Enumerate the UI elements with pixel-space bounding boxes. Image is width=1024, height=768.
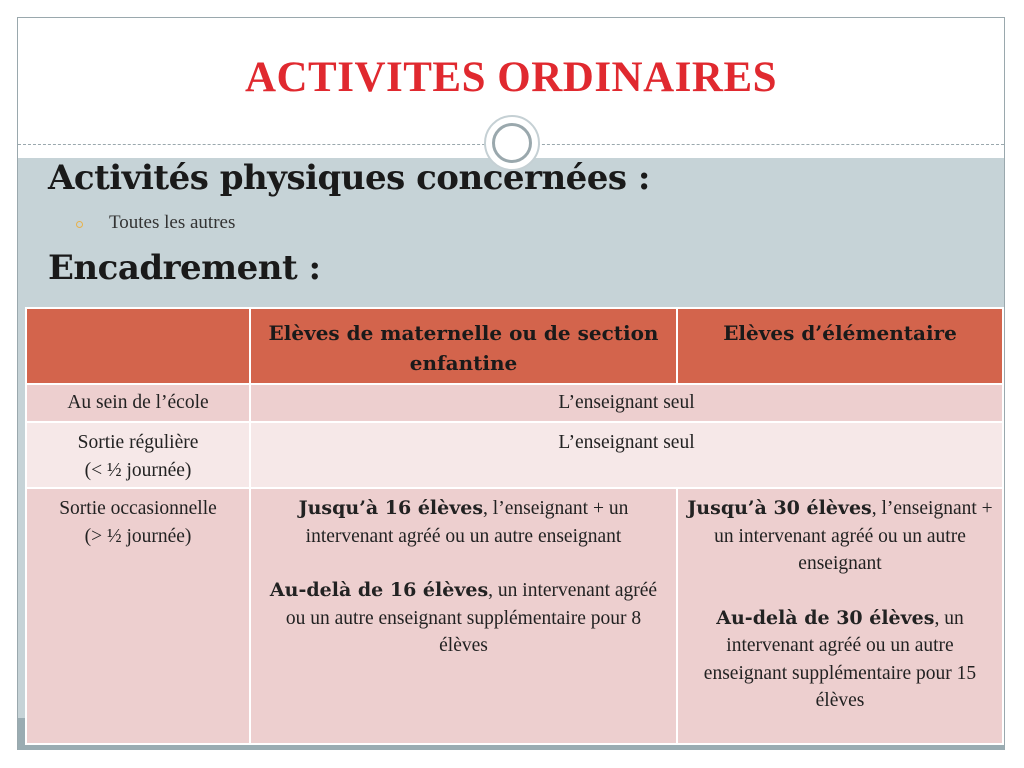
label-line: Sortie occasionnelle [59,498,217,519]
heading-encadrement: Encadrement : [48,248,321,288]
table-row-ecole [26,384,1003,422]
text: , l’enseignant + un intervenant agréé ou un autre enseignant [305,498,629,547]
label-line: Sortie régulière [77,432,199,453]
heading-activites-physiques: Activités physiques concernées : [48,158,650,198]
row-label-sortie-reguliere [26,422,250,488]
text: , l’enseignant + un intervenant agréé ou un autre enseignant [714,498,993,574]
row-label-ecole: Au sein de l’école [26,384,250,422]
text: , un intervenant agréé ou un autre enseignant supplémentaire pour 15 élèves [703,607,977,711]
bold-text: Jusqu’à 16 élèves [298,497,484,519]
cell-maternelle-occasionnelle [250,488,677,744]
row-value-sortie-reguliere: L’enseignant seul [250,422,1003,488]
bullet-circle-icon [76,221,83,228]
encadrement-table [25,307,1004,745]
paragraph [263,495,664,550]
header-cell-empty [26,308,250,384]
slide-title: ACTIVITES ORDINAIRES [244,54,778,101]
table-header-row [26,308,1003,384]
slide [17,17,1005,750]
label-line: (< ½ journée) [84,460,192,481]
label-line: (> ½ journée) [84,525,192,547]
paragraph [686,495,994,578]
row-label-sortie-occasionnelle [26,488,250,744]
header-cell-elementaire: Elèves d’élémentaire [677,308,1003,384]
bold-text: Jusqu’à 30 élèves [687,497,872,519]
text: , un intervenant agréé ou un autre enseignant supplémentaire pour 8 élèves [285,580,658,656]
cell-elementaire-occasionnelle [677,488,1003,744]
table-row-sortie-reguliere [26,422,1003,488]
bold-text: Au-delà de 16 élèves [269,579,489,601]
bullet-text: Toutes les autres [109,212,236,233]
bold-text: Au-delà de 30 élèves [716,606,935,629]
row-value-ecole: L’enseignant seul [250,384,1003,422]
table-row-sortie-occasionnelle [26,488,1003,744]
paragraph [686,605,994,715]
paragraph [263,577,664,660]
header-cell-maternelle: Elèves de maternelle ou de section enfantine [250,308,677,384]
